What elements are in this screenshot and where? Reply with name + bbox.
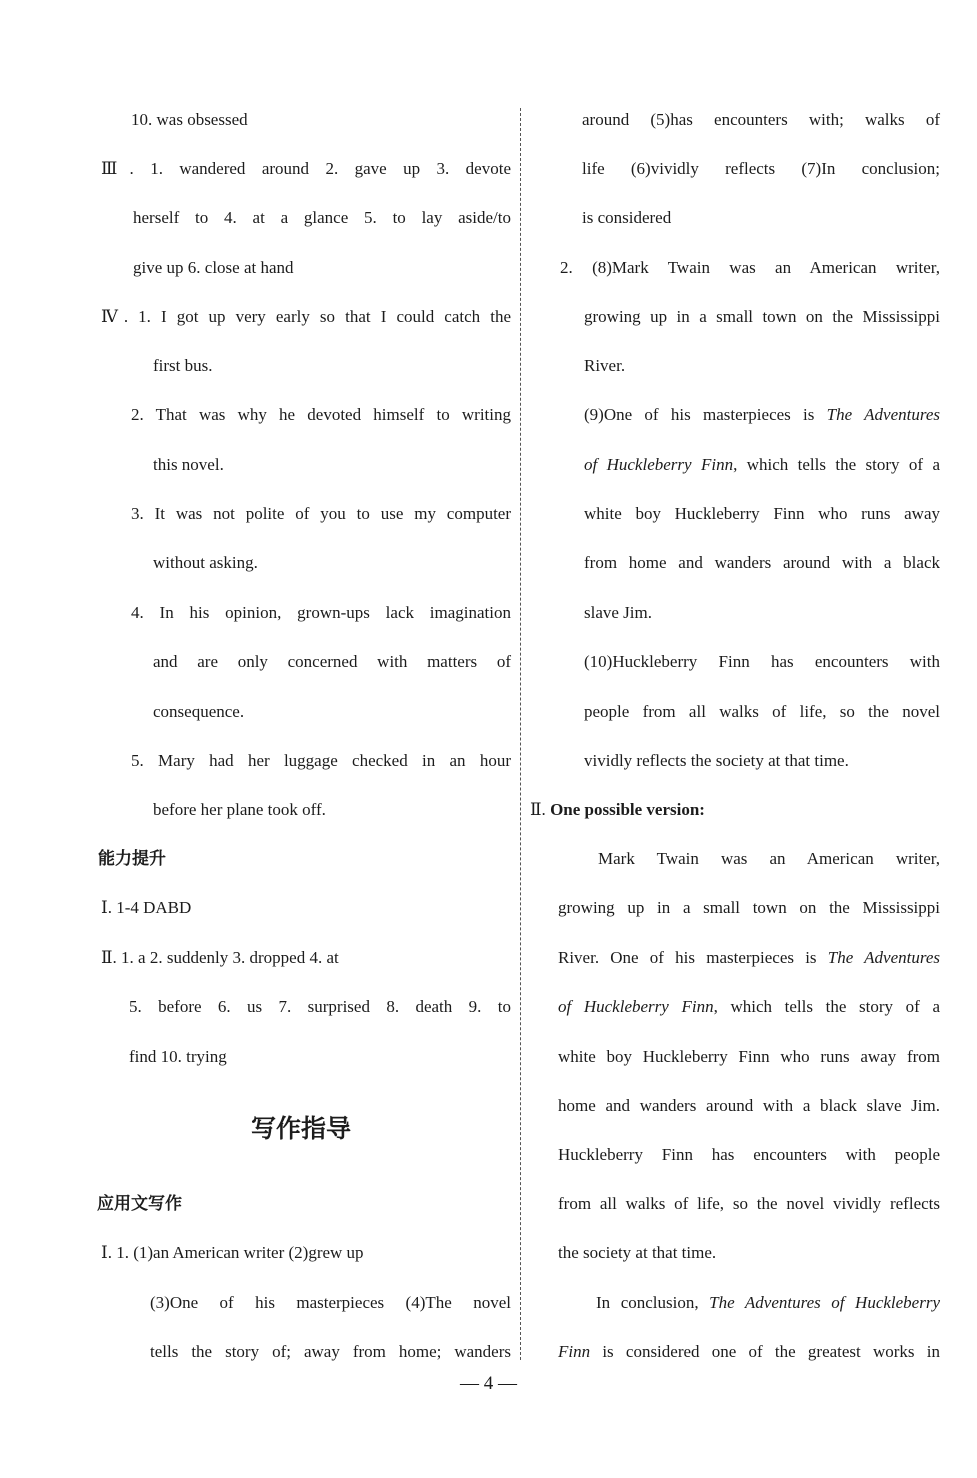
answer-line: find 10. trying	[129, 1047, 227, 1066]
answer-line: 10. was obsessed	[131, 110, 248, 129]
answer-line: consequence.	[153, 702, 245, 721]
answer-line: vividly reflects the society at that time.	[584, 751, 849, 770]
answer-line: growing up in a small town on the Mississippi	[584, 307, 940, 326]
answer-line: (3)One of his masterpieces (4)The novel	[150, 1293, 511, 1312]
answer-line: slave Jim.	[584, 603, 652, 622]
answer-line: Ⅰ. 1-4 DABD	[101, 898, 192, 917]
essay-line: Huckleberry Finn has encounters with people	[558, 1145, 940, 1164]
answer-line: tells the story of; away from home; wanders	[150, 1342, 511, 1361]
answer-line: 2. (8)Mark Twain was an American writer,	[560, 258, 940, 277]
essay-line: In conclusion, The Adventures of Huckleberry	[596, 1293, 940, 1312]
essay-line: home and wanders around with a black slave Jim.	[558, 1096, 940, 1115]
answer-line: Ⅱ. 1. a 2. suddenly 3. dropped 4. at	[101, 948, 339, 967]
answer-line: Ⅲ. 1. wandered around 2. gave up 3. devote	[101, 159, 511, 178]
answer-line: this novel.	[153, 455, 224, 474]
answer-line: before her plane took off.	[153, 800, 326, 819]
answer-line: without asking.	[153, 553, 258, 572]
essay-line: from all walks of life, so the novel vividly reflects	[558, 1194, 940, 1213]
answer-line: Ⅳ. 1. I got up very early so that I could catch the	[101, 307, 511, 326]
column-divider	[520, 108, 521, 1360]
answer-line: River.	[584, 356, 626, 375]
answer-line: (9)One of his masterpieces is The Adventures	[584, 405, 940, 424]
answer-line: 5. before 6. us 7. surprised 8. death 9. to	[129, 997, 511, 1016]
answer-line: of Huckleberry Finn, which tells the story of a	[584, 455, 940, 474]
answer-line: around (5)has encounters with; walks of	[582, 110, 940, 129]
essay-line: River. One of his masterpieces is The Adventures	[558, 948, 940, 967]
answer-line: is considered	[582, 208, 672, 227]
answer-line: from home and wanders around with a black	[584, 553, 940, 572]
essay-line: of Huckleberry Finn, which tells the story of a	[558, 997, 940, 1016]
essay-line: Finn is considered one of the greatest works in	[558, 1342, 940, 1361]
section-heading: Ⅱ. One possible version:	[530, 800, 705, 819]
section-heading: 应用文写作	[97, 1194, 182, 1214]
answer-line: life (6)vividly reflects (7)In conclusion;	[582, 159, 940, 178]
essay-line: growing up in a small town on the Mississippi	[558, 898, 940, 917]
answer-line: first bus.	[153, 356, 213, 375]
essay-line: white boy Huckleberry Finn who runs away from	[558, 1047, 940, 1066]
essay-line: Mark Twain was an American writer,	[598, 849, 940, 868]
answer-line: give up 6. close at hand	[133, 258, 294, 277]
essay-line: the society at that time.	[558, 1243, 717, 1262]
answer-line: Ⅰ. 1. (1)an American writer (2)grew up	[101, 1243, 364, 1262]
answer-line: (10)Huckleberry Finn has encounters with	[584, 652, 940, 671]
answer-line: 2. That was why he devoted himself to writing	[131, 405, 511, 424]
answer-line: 4. In his opinion, grown-ups lack imagination	[131, 603, 511, 622]
answer-line: and are only concerned with matters of	[153, 652, 511, 671]
answer-line: herself to 4. at a glance 5. to lay aside/to	[133, 208, 511, 227]
answer-line: white boy Huckleberry Finn who runs away	[584, 504, 940, 523]
page-number: — 4 —	[460, 1373, 517, 1394]
section-heading: 能力提升	[98, 849, 166, 869]
answer-line: 5. Mary had her luggage checked in an hour	[131, 751, 511, 770]
answer-line: people from all walks of life, so the novel	[584, 702, 940, 721]
answer-line: 3. It was not polite of you to use my computer	[131, 504, 511, 523]
page-title: 写作指导	[251, 1114, 352, 1143]
